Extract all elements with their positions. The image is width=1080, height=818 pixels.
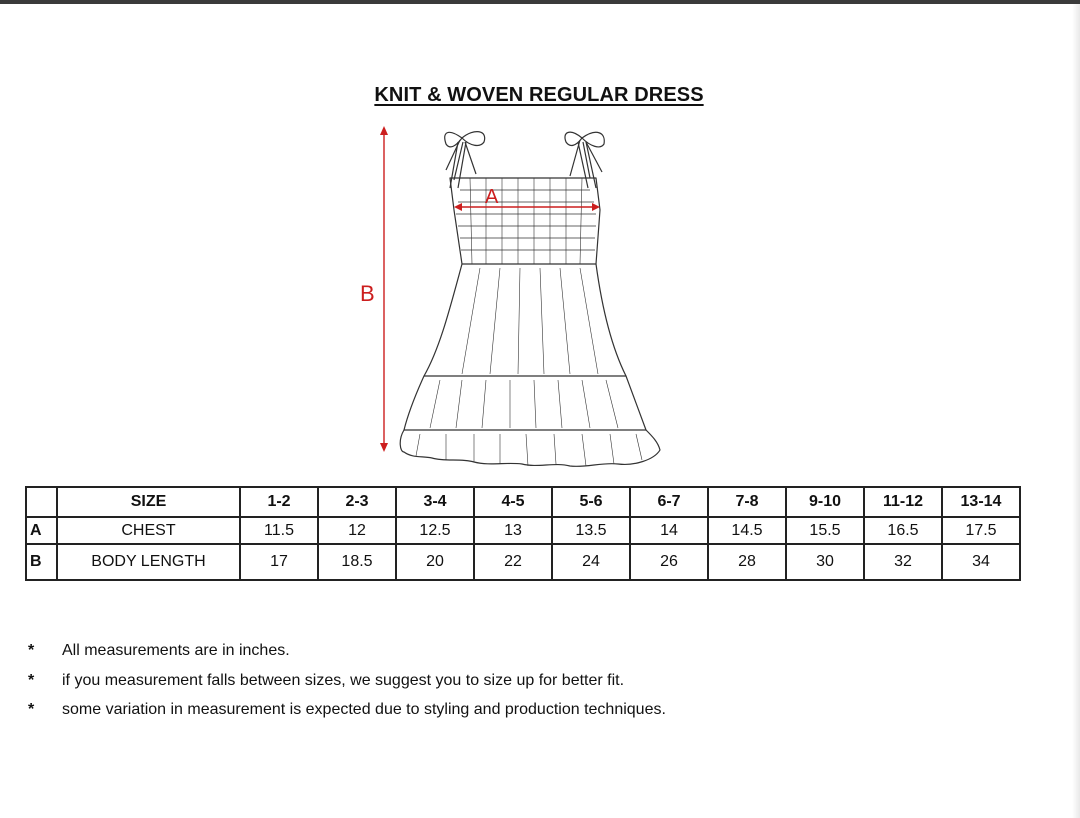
size-header: 1-2 <box>240 487 318 517</box>
table-cell: 20 <box>396 544 474 580</box>
size-header-label: SIZE <box>57 487 240 517</box>
note-item <box>28 636 666 666</box>
size-chart-table <box>25 486 1021 581</box>
page-title <box>0 84 1078 107</box>
table-cell: 26 <box>630 544 708 580</box>
note-item <box>28 666 666 696</box>
note-text: some variation in measurement is expected due to styling and production techniques. <box>62 701 666 718</box>
bullet-icon: * <box>28 701 35 718</box>
note-text: All measurements are in inches. <box>62 642 290 659</box>
size-header: 4-5 <box>474 487 552 517</box>
row-label: CHEST <box>57 517 240 544</box>
right-edge-shadow <box>1072 4 1080 818</box>
row-label: BODY LENGTH <box>57 544 240 580</box>
corner-cell <box>26 487 57 517</box>
table-cell: 28 <box>708 544 786 580</box>
top-border <box>0 0 1080 4</box>
dress-diagram <box>350 118 670 478</box>
table-cell: 12.5 <box>396 517 474 544</box>
table-cell: 17 <box>240 544 318 580</box>
length-measure-arrow <box>380 126 388 452</box>
note-text: if you measurement falls between sizes, we suggest you to size up for better fit. <box>62 671 625 689</box>
table-cell: 13.5 <box>552 517 630 544</box>
table-cell: 13 <box>474 517 552 544</box>
table-cell: 16.5 <box>864 517 942 544</box>
table-cell: 34 <box>942 544 1020 580</box>
size-header: 13-14 <box>942 487 1020 517</box>
table-cell: 15.5 <box>786 517 864 544</box>
dress-outline <box>400 132 660 467</box>
table-row <box>26 517 1020 544</box>
size-header: 11-12 <box>864 487 942 517</box>
size-header: 6-7 <box>630 487 708 517</box>
table-cell: 14 <box>630 517 708 544</box>
table-cell: 11.5 <box>240 517 318 544</box>
table-cell: 24 <box>552 544 630 580</box>
size-header: 3-4 <box>396 487 474 517</box>
row-key: A <box>26 517 57 544</box>
bullet-icon: * <box>28 642 35 659</box>
table-cell: 30 <box>786 544 864 580</box>
table-cell: 22 <box>474 544 552 580</box>
table-cell: 12 <box>318 517 396 544</box>
row-key: B <box>26 544 57 580</box>
table-cell: 14.5 <box>708 517 786 544</box>
size-header: 7-8 <box>708 487 786 517</box>
note-item <box>28 695 666 725</box>
label-b: B <box>360 281 375 306</box>
label-a: A <box>485 186 499 208</box>
chest-measure-arrow <box>454 203 600 211</box>
table-header-row <box>26 487 1020 517</box>
notes-list <box>28 636 666 725</box>
bullet-icon: * <box>28 671 35 689</box>
table-row <box>26 544 1020 580</box>
table-cell: 32 <box>864 544 942 580</box>
page-title-text: KNIT & WOVEN REGULAR DRESS <box>374 84 704 106</box>
size-header: 9-10 <box>786 487 864 517</box>
size-header: 2-3 <box>318 487 396 517</box>
table-cell: 18.5 <box>318 544 396 580</box>
size-header: 5-6 <box>552 487 630 517</box>
table-cell: 17.5 <box>942 517 1020 544</box>
